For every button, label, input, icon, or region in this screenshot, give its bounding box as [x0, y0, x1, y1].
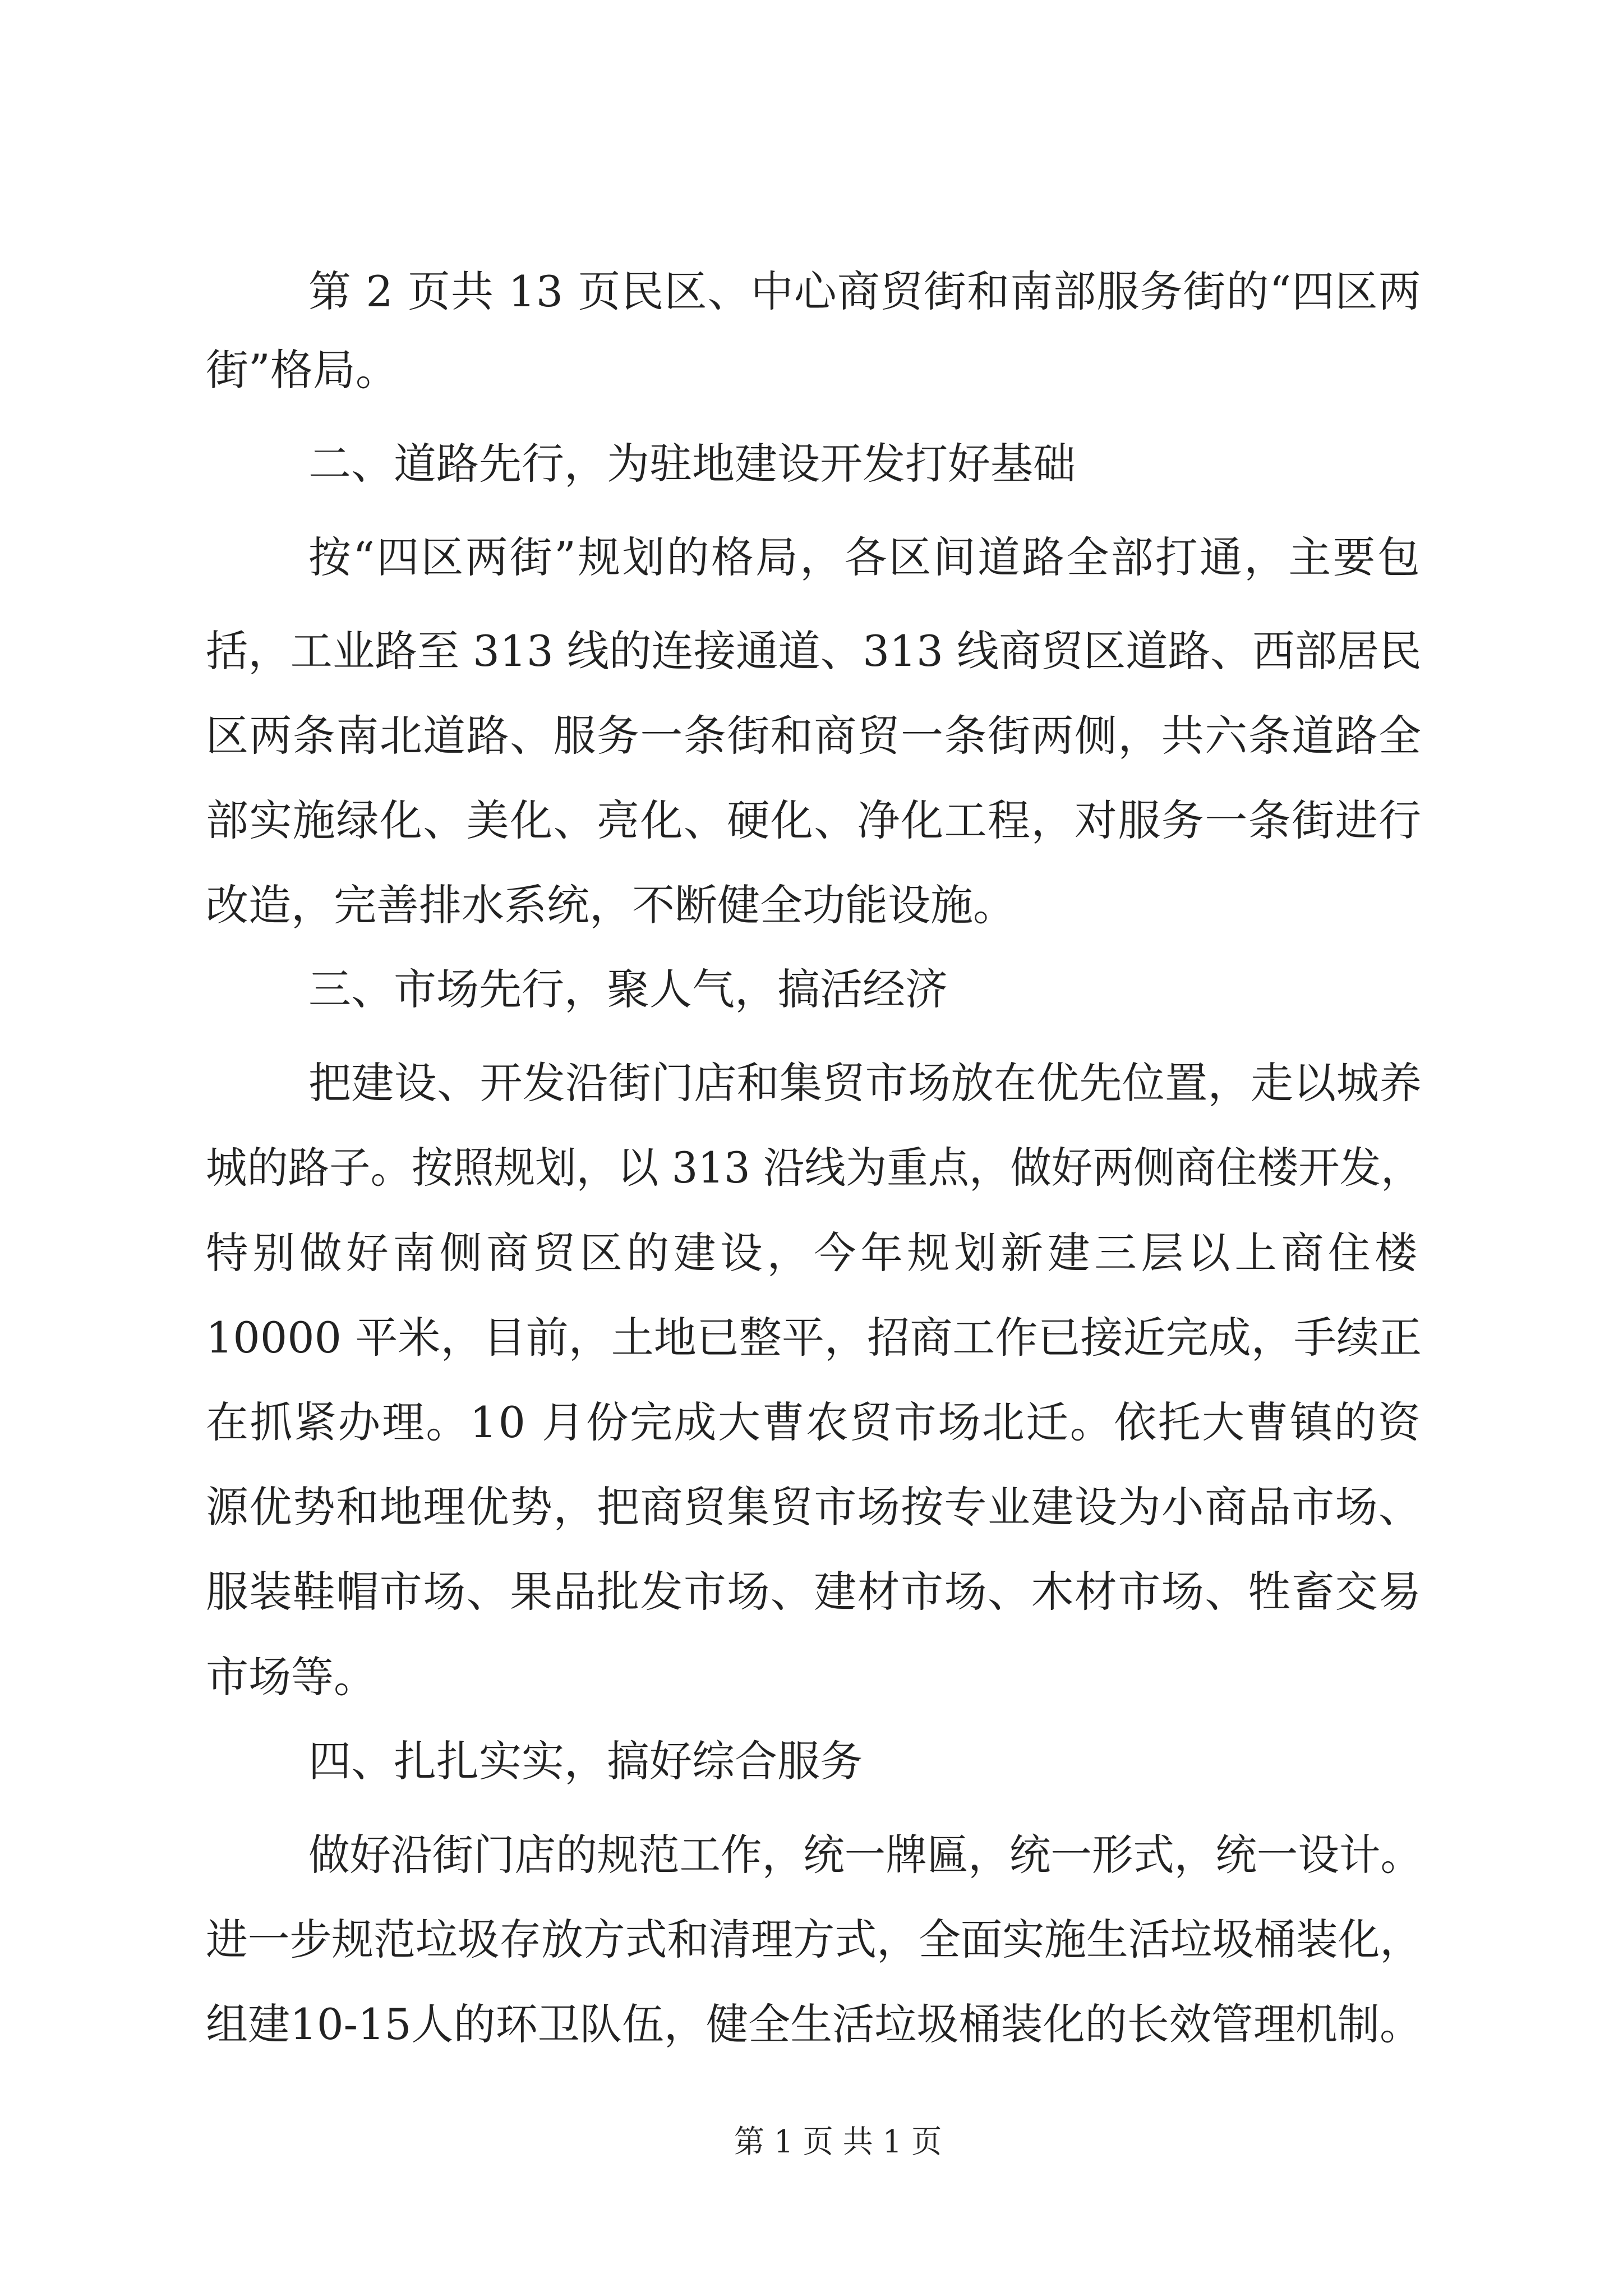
- text-line: 城的路子。按照规划，以 313 沿线为重点，做好两侧商住楼开发，: [206, 1143, 1422, 1193]
- text-line: 第 2 页共 13 页民区、中心商贸街和南部服务街的“四区两: [308, 266, 1422, 316]
- text-line: 把建设、开发沿街门店和集贸市场放在优先位置，走以城养: [308, 1058, 1422, 1108]
- text-line: 街”格局。: [206, 345, 398, 395]
- text-line: 特别做好南侧商贸区的建设，今年规划新建三层以上商住楼: [206, 1228, 1422, 1278]
- text-line: 服装鞋帽市场、果品批发市场、建材市场、木材市场、牲畜交易: [206, 1567, 1422, 1617]
- text-line: 源优势和地理优势，把商贸集贸市场按专业建设为小商品市场、: [206, 1482, 1422, 1532]
- page-footer: 第 1 页 共 1 页: [734, 2124, 942, 2160]
- text-line: 市场等。: [206, 1652, 376, 1702]
- section-heading: 三、市场先行，聚人气，搞活经济: [308, 964, 948, 1014]
- text-line: 在抓紧办理。10 月份完成大曹农贸市场北迁。依托大曹镇的资: [206, 1397, 1422, 1447]
- text-line: 组建10-15人的环卫队伍，健全生活垃圾桶装化的长效管理机制。: [206, 1999, 1422, 2049]
- text-line: 做好沿街门店的规范工作，统一牌匾，统一形式，统一设计。: [308, 1830, 1422, 1880]
- text-line: 进一步规范垃圾存放方式和清理方式，全面实施生活垃圾桶装化，: [206, 1915, 1422, 1964]
- text-line: 括，工业路至 313 线的连接通道、313 线商贸区道路、西部居民: [206, 626, 1422, 676]
- text-line: 区两条南北道路、服务一条街和商贸一条街两侧，共六条道路全: [206, 711, 1422, 761]
- section-heading: 二、道路先行，为驻地建设开发打好基础: [308, 439, 1076, 489]
- text-line: 10000 平米，目前，土地已整平，招商工作已接近完成，手续正: [206, 1313, 1422, 1363]
- section-heading: 四、扎扎实实，搞好综合服务: [308, 1736, 863, 1786]
- text-line: 按“四区两街”规划的格局，各区间道路全部打通，主要包: [308, 532, 1422, 582]
- text-line: 部实施绿化、美化、亮化、硬化、净化工程，对服务一条街进行: [206, 795, 1422, 845]
- text-line: 改造，完善排水系统，不断健全功能设施。: [206, 880, 1016, 930]
